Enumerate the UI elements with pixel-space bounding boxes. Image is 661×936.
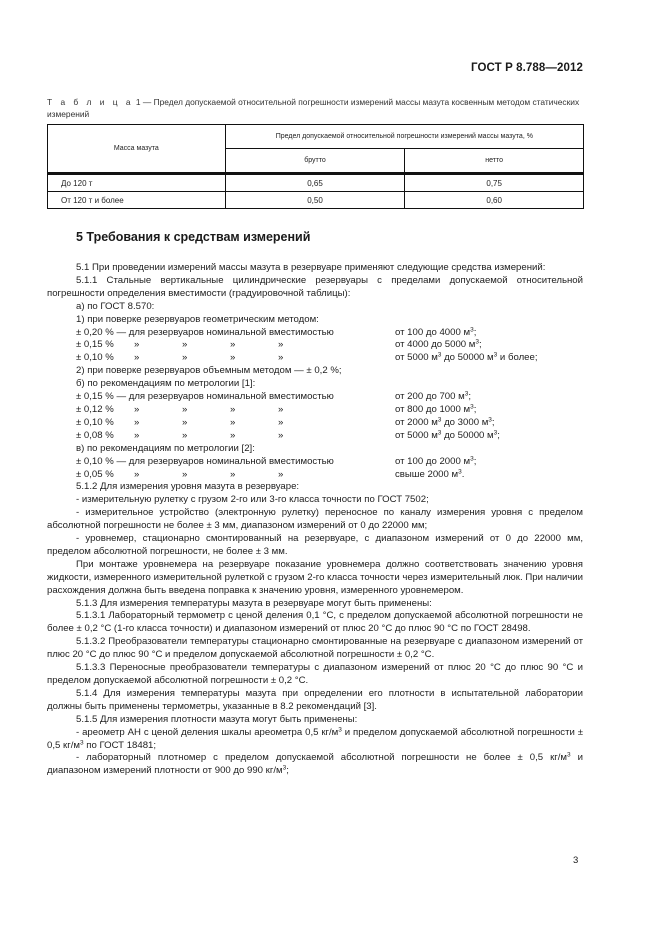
paragraph-5-1-2-b: - измерительное устройство (электронную рулетку) переносное по каналу измерения уровня с пределом абсолютной погрешности не более ± 3 мм, диапазоном измерений от 0 до 22000 мм; bbox=[47, 507, 583, 532]
paragraph-5-1-3-2: 5.1.3.2 Преобразователи температуры стационарно смонтированные на резервуаре с диапазоном измерений от плюс 20 °С до плюс 90 °С и пределом допускаемой абсолютной погрешности ± 0,2 °С. bbox=[47, 636, 583, 661]
tolerance-text: ± 0,05 % bbox=[76, 468, 114, 480]
paragraph-5-1-5-a: - ареометр АН с ценой деления шкалы ареометра 0,5 $кг/м^3$ и пределом допускаемой абсолютной погрешности ± 0,5 $кг/м^3$ по ГОСТ 18481; bbox=[47, 726, 583, 751]
tolerance-row: ± 0,05 % » » » » свыше 2000 $м^3$. bbox=[76, 468, 465, 480]
tolerance-text: ± 0,10 % — для резервуаров номинальной вместимостью bbox=[76, 455, 334, 467]
tolerance-row: ± 0,15 % » » » » от 4000 до 5000 $м^3$; bbox=[76, 338, 482, 351]
section-title: 5 Требования к средствам измерений bbox=[76, 230, 311, 244]
range-text: от 100 до 2000 $м^3$; bbox=[395, 455, 477, 467]
tolerance-row bbox=[47, 391, 583, 404]
section-body bbox=[47, 262, 583, 778]
table-caption-prefix: Т а б л и ц а bbox=[47, 97, 134, 107]
paragraph-5-1-2-c: - уровнемер, стационарно смонтированный на резервуаре, с диапазоном измерений от 0 до 22000 мм, пределом абсолютной погрешности, не более ± 3 мм. bbox=[47, 533, 583, 557]
header-mass: Масса мазута bbox=[48, 125, 226, 174]
cell-gross: 0,65 bbox=[225, 174, 405, 192]
page-number: 3 bbox=[573, 855, 579, 866]
item-v: в) по рекомендациям по метрологии [2]: bbox=[76, 442, 255, 454]
cell-mass: До 120 т bbox=[48, 174, 226, 192]
tolerance-text: ± 0,12 % bbox=[76, 403, 114, 415]
tolerance-text: ± 0,10 % bbox=[76, 352, 114, 364]
tolerance-text: ± 0,15 % bbox=[76, 339, 114, 351]
item-a2: 2) при поверке резервуаров объемным методом — ± 0,2 %; bbox=[76, 365, 342, 377]
item-a1: 1) при поверке резервуаров геометрическим методом: bbox=[76, 313, 319, 325]
tolerance-text: ± 0,10 % bbox=[76, 416, 114, 428]
tolerance-text: ± 0,15 % — для резервуаров номинальной вместимостью bbox=[76, 391, 334, 403]
table-caption-text: 1 — Предел допускаемой относительной погрешности измерений массы мазута косвенным методом статических измерений bbox=[47, 97, 580, 119]
paragraph-5-1-1: 5.1.1 Стальные вертикальные цилиндрические резервуары с пределами допускаемой относительной погрешности определения вместимости (градуировочной таблицы): bbox=[47, 274, 583, 299]
table-1 bbox=[47, 124, 584, 209]
tolerance-row bbox=[47, 456, 583, 469]
paragraph-5-1: 5.1 При проведении измерений массы мазута в резервуаре применяют следующие средства измерений: bbox=[76, 262, 546, 273]
range-text: от 2000 $м^3$ до 3000 $м^3$; bbox=[395, 416, 495, 428]
range-text: от 5000 $м^3$ до 50000 $м^3$ и более; bbox=[395, 351, 538, 364]
tolerance-row: ± 0,10 % » » » » от 2000 $м^3$ до 3000 $м^3$; bbox=[76, 416, 495, 428]
tolerance-text: ± 0,08 % bbox=[76, 429, 114, 441]
paragraph-5-1-5: 5.1.5 Для измерения плотности мазута могут быть применены: bbox=[76, 713, 358, 725]
table-caption bbox=[47, 96, 587, 120]
cell-net: 0,75 bbox=[405, 174, 584, 192]
range-text: от 200 до 700 $м^3$; bbox=[395, 390, 472, 403]
header-gross: брутто bbox=[225, 149, 405, 174]
cell-net: 0,60 bbox=[405, 192, 584, 209]
range-text: свыше 2000 $м^3$. bbox=[395, 468, 465, 480]
document-code: ГОСТ Р 8.788—2012 bbox=[471, 62, 583, 74]
tolerance-row: ± 0,08 % » » » » от 5000 $м^3$ до 50000 $м^3$; bbox=[76, 429, 500, 441]
paragraph-5-1-3-1: 5.1.3.1 Лабораторный термометр с ценой деления 0,1 °С, с пределом допускаемой абсолютной погрешности не более ± 0,2 °С (1-го класса точности) и диапазоном измерений от плюс 20 °С до плюс 90 °С по ГОСТ 28498. bbox=[47, 610, 583, 635]
header-net: нетто bbox=[405, 149, 584, 174]
range-text: от 5000 $м^3$ до 50000 $м^3$; bbox=[395, 429, 500, 441]
paragraph-5-1-2: 5.1.2 Для измерения уровня мазута в резервуаре: bbox=[76, 481, 300, 493]
paragraph-5-1-5-b: - лабораторный плотномер с пределом допускаемой абсолютной погрешности не более ± 0,5 $кг/м^3$ и диапазоном измерений плотности от 900 до 990 $кг/м^3$; bbox=[47, 751, 583, 777]
paragraph-5-1-4: 5.1.4 Для измерения температуры мазута при определении его плотности в испытательной лаборатории должны быть применены термометры, указанные в 8.2 рекомендаций [3]. bbox=[47, 687, 583, 712]
header-group: Предел допускаемой относительной погрешности измерений массы мазута, % bbox=[225, 125, 583, 149]
paragraph-5-1-3: 5.1.3 Для измерения температуры мазута в резервуаре могут быть применены: bbox=[76, 597, 432, 609]
tolerance-row: ± 0,10 % » » » » от 5000 $м^3$ до 50000 $м^3$ и более; bbox=[76, 351, 538, 364]
item-a: а) по ГОСТ 8.570: bbox=[76, 300, 155, 312]
range-text: от 100 до 4000 $м^3$; bbox=[395, 326, 477, 338]
range-text: от 800 до 1000 $м^3$; bbox=[395, 403, 477, 415]
tolerance-row: ± 0,12 % » » » » от 800 до 1000 $м^3$; bbox=[76, 403, 477, 415]
tolerance-text: ± 0,20 % — для резервуаров номинальной вместимостью bbox=[76, 326, 334, 338]
table-row bbox=[48, 192, 584, 209]
cell-mass: От 120 т и более bbox=[48, 192, 226, 209]
tolerance-row bbox=[47, 327, 583, 340]
paragraph-5-1-3-3: 5.1.3.3 Переносные преобразователи температуры с диапазоном измерений от плюс 20 °С до плюс 90 °С и пределом допускаемой абсолютной погрешности ± 0,2 °С. bbox=[47, 662, 583, 686]
cell-gross: 0,50 bbox=[225, 192, 405, 209]
range-text: от 4000 до 5000 $м^3$; bbox=[395, 338, 482, 351]
paragraph-mount: При монтаже уровнемера на резервуаре показание уровнемера должно соответствовать значению уровня жидкости, измеренного измерительной рулеткой с грузом 2-го класса точности через измерительный люк. При наличии расхождения должна быть введена поправка к значению уровня, измеренного уровнемером. bbox=[47, 558, 583, 596]
table-row bbox=[48, 174, 584, 192]
item-b: б) по рекомендациям по метрологии [1]: bbox=[76, 378, 256, 390]
paragraph-5-1-2-a: - измерительную рулетку с грузом 2-го или 3-го класса точности по ГОСТ 7502; bbox=[76, 494, 429, 506]
